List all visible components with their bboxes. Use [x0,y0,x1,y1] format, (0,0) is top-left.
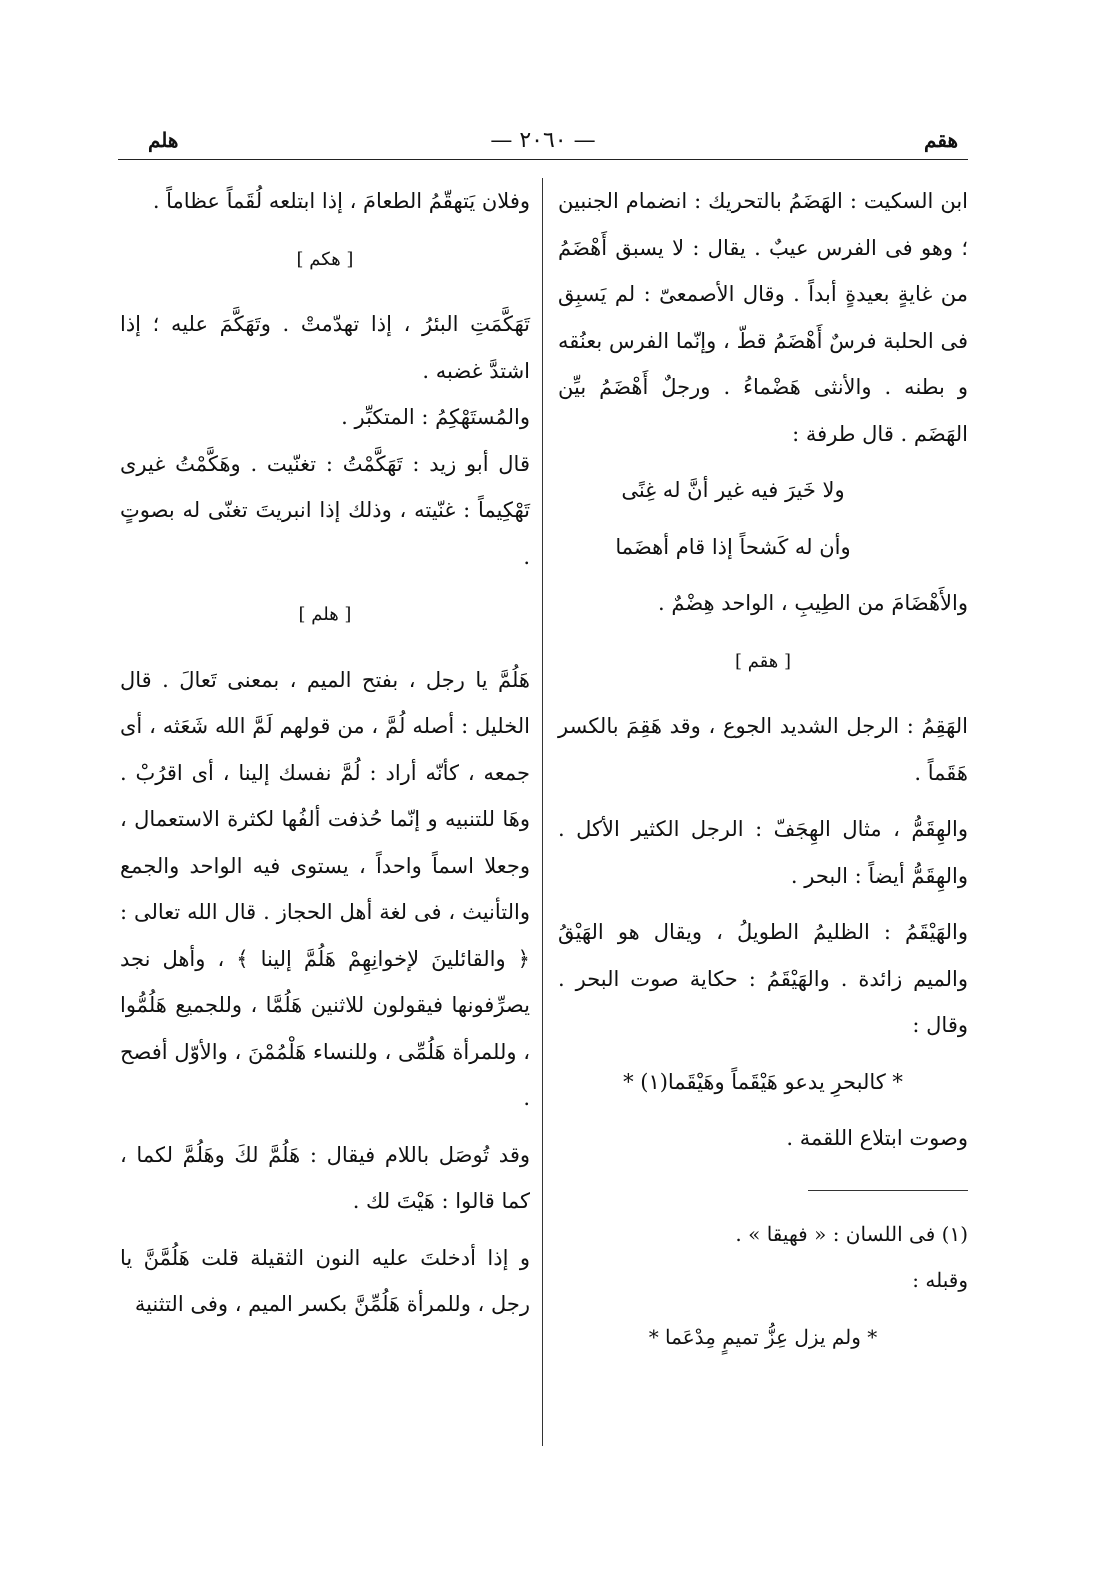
left-column [120,178,530,1328]
entry-text-haqim: الهَقِمُ : الرجل الشديد الجوع ، وقد هَقِمَ بالكسر هَقَماً . [558,714,968,785]
page-header [118,120,968,160]
entry-text-nun: و إذا أدخلتَ عليه النون الثقيلة قلت هَلُمَّنَّ يا رجل ، وللمرأة هَلُمِّنَّ بكسر الميم ، وفى التثنية [120,1245,530,1316]
column-divider [542,178,543,1446]
entry-heading-hqm: [ هقم ] [734,650,792,672]
page-number: — ٢٠٦٠ — [490,128,596,153]
entry-text-hayqam: والهَيْقَمُ : الظليمُ الطويلُ ، ويقال هو الهَيْقُ والميم زائدة . والهَيْقَمُ : حكاية صوت البحر . وقال : [558,920,968,1037]
entry-text-tahaqqum: وفلان يَتهقّمُ الطعامَ ، إذا ابتلعه لُقَماً عظاماً . [152,189,530,213]
entry-text-hadm: ابن السكيت : الهَضَمُ بالتحريك : انضمام الجنبين ؛ وهو فى الفرس عيبٌ . يقال : لا يسبق أَهْضَمُ من غايةٍ بعيدةٍ أبداً . وقال الأصمعىّ : لم يَسبِق فى الحلبة فرسٌ أَهْضَمُ قطّ ، وإنّما الفرس بعنُقه و بطنه . والأنثى هَضْماءُ . ورجلٌ أَهْضَمُ بيِّن الهَضَم . قال طرفة : [558,189,968,446]
footnote-3: * ولم يزل عِزُّ تميمٍ مِدْعَما * [648,1324,878,1349]
footnotes [558,1211,968,1361]
footnote-1: (١) فى اللسان : « فهيقا » . [735,1221,968,1246]
footnote-2: وقبله : [912,1268,968,1292]
entry-text-lam: وقد تُوصَل باللام فيقال : هَلُمَّ لكَ وهَلُمَّ لكما ، كما قالوا : هَيْتَ لك . [120,1142,530,1213]
entry-heading-hlm: [ هلم ] [298,604,352,625]
verse-line-1: ولا خَيرَ فيه غير أنَّ له غِنًى [621,478,845,502]
entry-text-tahakkum: تَهَكَّمَتِ البئرُ ، إذا تهدّمتْ . وتَهَكَّمَ عليه ؛ إذا اشتدَّ غضبه . [120,312,530,383]
header-rule [118,159,968,160]
header-right-keyword: هقم [924,128,958,152]
right-column [558,178,968,1370]
verse-line-2: وأن له كَشحاً إذا قام أهضَما [615,534,851,559]
entry-text-abu-zayd: قال أبو زيد : تَهَكَّمْتُ : تغنّيت . وهَكَّمْتُ غيرى تَهْكِيماً : غنّيته ، وذلك إذا انبريتَ تغنّى له بصوتٍ . [120,451,530,569]
entry-text-ahdam: والأَهْضَامَ من الطِيبِ ، الواحد هِضْمٌ . [658,591,968,615]
header-left-keyword: هلم [148,128,179,152]
entry-text-hiqamm: والهِقَمُّ ، مثال الهِجَفّ : الرجل الكثير الأكل . والهِقَمُّ أيضاً : البحر . [558,817,968,888]
entry-text-halumma: هَلُمَّ يا رجل ، بفتح الميم ، بمعنى تَعالَ . قال الخليل : أصله لُمَّ ، من قولهم لَمَّ الله شَعَثه ، أى جمعه ، كأنّه أراد : لُمَّ نفسك إلينا ، أى اقرُبْ . وهَا للتنبيه و إنّما حُذفت ألفُها لكثرة الاستعمال ، وجعلا اسماً واحداً ، يستوى فيه الواحد والجمع والتأنيث ، فى لغة أهل الحجاز . قال الله تعالى : ﴿ والقائلينَ لإخوانِهِمْ هَلُمَّ إلينا ﴾ ، وأهل نجد يصرِّفونها فيقولون للاثنين هَلُمَّا ، وللجميع هَلُمُّوا ، وللمرأة هَلُمِّى ، وللنساء هَلْمُمْنَ ، والأوّل أفصح . [120,667,530,1110]
verse-line-3: * كالبحرِ يدعو هَيْقَماً وهَيْقَما(١) * [623,1069,903,1094]
entry-text-sawt: وصوت ابتلاع اللقمة . [786,1126,968,1150]
footnote-rule [808,1190,968,1191]
entry-text-mustahkim: والمُستَهْكِمُ : المتكبِّر . [341,405,530,429]
entry-heading-hkm: [ هكم ] [296,248,354,270]
